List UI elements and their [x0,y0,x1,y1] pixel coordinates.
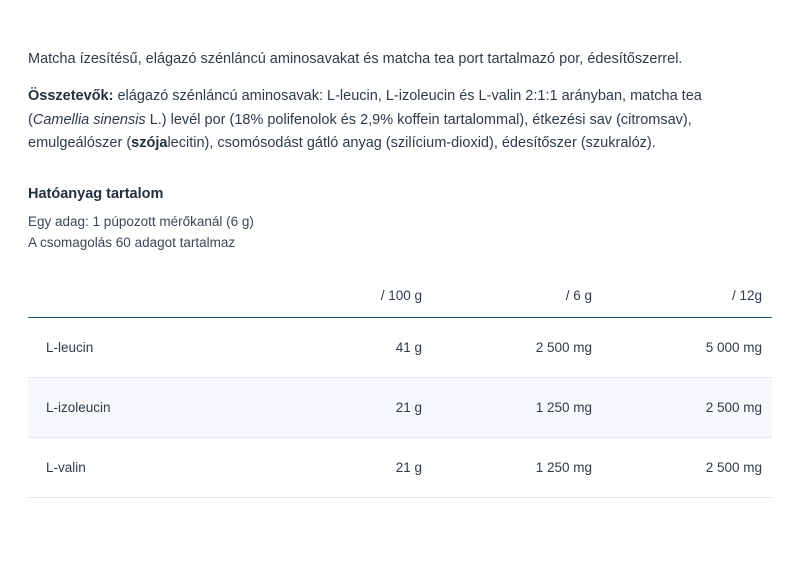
composition-paragraph [28,85,748,155]
table-row [28,377,772,437]
row-value-per-100g: 41 g [262,317,432,377]
row-value-per-100g: 21 g [262,377,432,437]
composition-text-after-italic: L.) levél por (18% polifenolok és 2,9% koffein tartalommal), étkezési sav (citromsav), emulgeálószer ( [28,111,692,152]
header-per-12g: / 12g [731,287,762,303]
row-value-per-12g: 5 000 mg [602,317,772,377]
row-ingredient-name: L-izoleucin [28,377,262,437]
intro-paragraph: Matcha ízesítésű, elágazó szénláncú aminosavakat és matcha tea port tartalmazó por, édesítőszerrel. [28,51,683,67]
header-per-6g: / 6 g [565,287,592,303]
row-ingredient-name: L-valin [28,437,262,497]
row-value-per-6g: 1 250 mg [432,377,602,437]
header-per-100g: / 100 g [380,287,422,303]
composition-text-before-italic: elágazó szénláncú aminosavak: L-leucin, L-izoleucin és L-valin 2:1:1 arányban, matcha tea ( [28,88,702,128]
row-value-per-12g: 2 500 mg [602,377,772,437]
composition-latin-name: Camellia sinensis [32,111,146,128]
nutrition-table [28,280,772,498]
row-ingredient-name: L-leucin [28,317,262,377]
table-header-row [28,280,772,318]
row-value-per-100g: 21 g [262,437,432,497]
nutrition-table-head [28,280,772,318]
serving-size-line: Egy adag: 1 púpozott mérőkanál (6 g) [28,213,254,229]
composition-label: Összetevők: [28,88,114,105]
composition-allergen-soy: szója [131,135,168,152]
row-value-per-6g: 2 500 mg [432,317,602,377]
table-row [28,437,772,497]
header-ingredient [28,280,262,318]
nutrition-table-body [28,317,772,497]
table-row [28,317,772,377]
servings-per-pack-line: A csomagolás 60 adagot tartalmaz [28,234,236,250]
composition-text-end: lecitin), csomósodást gátló anyag (szilícium-dioxid), édesítőszer (szukralóz). [167,135,656,152]
active-ingredients-title: Hatóanyag tartalom [28,185,164,202]
row-value-per-6g: 1 250 mg [432,437,602,497]
row-value-per-12g: 2 500 mg [602,437,772,497]
